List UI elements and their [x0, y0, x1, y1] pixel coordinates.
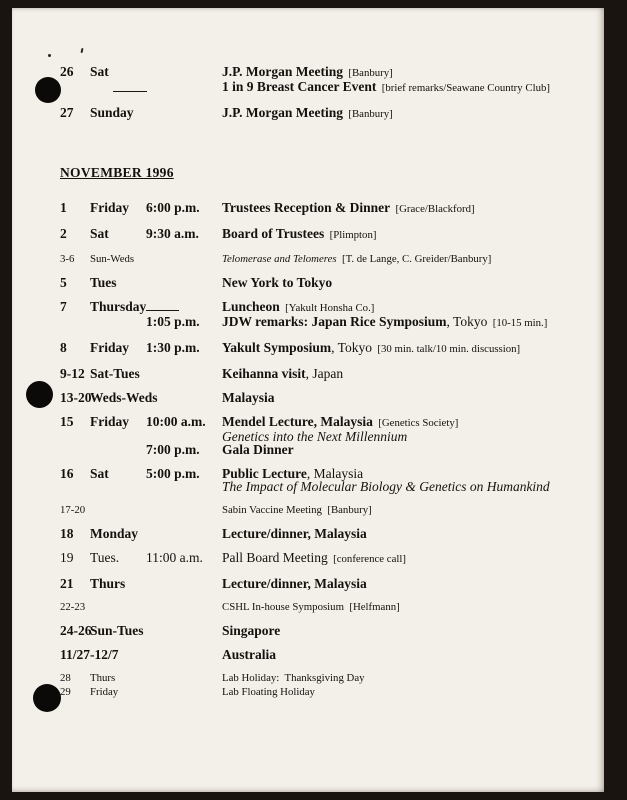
- time-cell: 1:30 p.m.: [146, 340, 200, 355]
- row-body: [146, 341, 598, 356]
- schedule-line: [146, 253, 598, 265]
- description-cell: [222, 80, 598, 95]
- day-label: Sun-Tues: [90, 623, 144, 638]
- day-label: Sat: [90, 226, 109, 241]
- schedule-row: [60, 648, 598, 661]
- fill-in-blank: [113, 80, 147, 92]
- date-cell: 7: [60, 299, 67, 314]
- schedule-row: [60, 300, 598, 330]
- description-text: JDW remarks: Japan Rice Symposium: [222, 314, 447, 329]
- description-text: Yakult Symposium: [222, 340, 332, 355]
- day-cell: [90, 341, 146, 356]
- day-cell: [90, 367, 146, 380]
- date-cell: 21: [60, 576, 74, 591]
- day-cell: [90, 624, 146, 637]
- description-cell: [222, 577, 598, 590]
- schedule-line: [146, 106, 598, 121]
- date-cell: 17-20: [60, 504, 86, 516]
- schedule-line: [146, 300, 598, 315]
- pen-mark: [48, 54, 51, 57]
- description-cell: [222, 253, 598, 265]
- description-text: [Yakult Honsha Co.]: [279, 302, 375, 314]
- schedule-row: [60, 253, 598, 265]
- day-cell: [90, 201, 146, 216]
- time-cell: [146, 504, 222, 516]
- hole-punch: [33, 684, 61, 712]
- description-text: , Japan: [305, 366, 344, 381]
- date-cell: 29: [60, 686, 71, 698]
- description-text: [Plimpton]: [324, 229, 377, 241]
- row-body: [146, 391, 598, 404]
- description-text: [Genetics Society]: [372, 417, 459, 429]
- row-body: [146, 527, 598, 540]
- day-cell: [90, 648, 146, 661]
- time-cell: [146, 648, 222, 661]
- day-cell: [90, 686, 146, 698]
- date-cell: 15: [60, 414, 74, 429]
- date-cell: 24-26: [60, 623, 92, 638]
- description-cell: [222, 648, 598, 661]
- description-text: [Grace/Blackford]: [390, 203, 475, 215]
- schedule-line: [146, 504, 598, 516]
- row-body: [146, 276, 598, 289]
- schedule-line: [146, 551, 598, 566]
- description-text: The Impact of Molecular Biology & Genetics on Humankind: [222, 479, 550, 494]
- description-cell: [222, 341, 598, 356]
- time-cell: 6:00 p.m.: [146, 200, 200, 215]
- schedule-row: [60, 624, 598, 637]
- date-cell: 19: [60, 550, 74, 565]
- description-text: Gala Dinner: [222, 442, 294, 457]
- day-label: Friday: [90, 414, 129, 429]
- row-body: [146, 415, 598, 456]
- schedule-row: [60, 341, 598, 356]
- schedule-line: [146, 201, 598, 216]
- description-text: Singapore: [222, 623, 281, 638]
- day-label: [90, 504, 146, 516]
- day-cell: [90, 601, 146, 613]
- description-text: Lecture/dinner, Malaysia: [222, 576, 367, 591]
- description-cell: [222, 415, 598, 430]
- row-body: [146, 504, 598, 516]
- description-cell: [222, 276, 598, 289]
- time-cell: [146, 391, 222, 404]
- row-body: [146, 648, 598, 661]
- description-text: Lecture/dinner, Malaysia: [222, 526, 367, 541]
- row-body: [146, 201, 598, 216]
- description-text: Lab Floating Holiday: [222, 686, 315, 698]
- schedule-line: [146, 601, 598, 613]
- description-cell: [222, 367, 598, 380]
- time-cell: [146, 527, 222, 540]
- time-cell: 10:00 a.m.: [146, 414, 206, 429]
- description-cell: [222, 480, 598, 493]
- schedule-row: [60, 504, 598, 516]
- schedule-line: [146, 648, 598, 661]
- time-cell: [146, 601, 222, 613]
- description-text: Mendel Lecture, Malaysia: [222, 414, 373, 429]
- description-text: Public Lecture: [222, 466, 307, 481]
- day-cell: [90, 65, 146, 95]
- day-label: Friday: [90, 340, 129, 355]
- description-cell: [222, 672, 598, 684]
- description-text: [brief remarks/Seawane Country Club]: [376, 82, 550, 94]
- row-body: [146, 624, 598, 637]
- description-text: New York to Tokyo: [222, 275, 333, 290]
- day-label: Thursday: [90, 299, 147, 314]
- schedule-row: [60, 601, 598, 613]
- schedule-row: [60, 227, 598, 242]
- date-cell: 28: [60, 672, 71, 684]
- description-cell: [222, 504, 598, 516]
- schedule-line: [146, 443, 598, 456]
- pen-mark: [80, 48, 83, 53]
- schedule-line: [146, 686, 598, 698]
- date-cell: 1: [60, 200, 67, 215]
- description-text: , Tokyo: [446, 314, 488, 329]
- description-text: [Banbury]: [342, 108, 393, 120]
- time-cell: 5:00 p.m.: [146, 466, 200, 481]
- day-cell: [90, 390, 158, 405]
- schedule-row: [60, 686, 598, 698]
- day-label: Tues: [90, 275, 117, 290]
- description-cell: [222, 443, 598, 456]
- document-page: [12, 8, 604, 792]
- row-body: [146, 300, 598, 330]
- time-cell: [146, 624, 222, 637]
- schedule-line: [146, 415, 598, 430]
- description-cell: [222, 106, 598, 121]
- schedule-line: [146, 624, 598, 637]
- day-cell: [90, 253, 146, 265]
- row-body: [146, 227, 598, 242]
- section-title: NOVEMBER 1996: [60, 165, 174, 180]
- schedule-line: [146, 367, 598, 380]
- day-label: Friday: [90, 200, 129, 215]
- day-label: Thurs: [90, 576, 126, 591]
- day-label: [90, 648, 146, 661]
- schedule-line: [146, 480, 598, 493]
- day-label: Monday: [90, 526, 139, 541]
- description-cell: [222, 527, 598, 540]
- schedule-line: [146, 65, 598, 80]
- schedule-row: [60, 65, 598, 95]
- description-text: Sabin Vaccine Meeting [Banbury]: [222, 504, 372, 516]
- schedule-row: [60, 527, 598, 540]
- description-text: [10-15 min.]: [487, 317, 548, 329]
- description-text: Pall Board Meeting: [222, 550, 328, 565]
- hole-punch: [26, 381, 53, 408]
- day-cell: [90, 276, 146, 289]
- description-text: , Malaysia: [306, 466, 364, 481]
- row-body: [146, 686, 598, 698]
- schedule-row: [60, 201, 598, 216]
- schedule-line: [146, 577, 598, 590]
- day-label: Tues.: [90, 550, 120, 565]
- row-body: [146, 367, 598, 380]
- description-cell: [222, 300, 598, 315]
- schedule-row: [60, 276, 598, 289]
- time-cell: [146, 577, 222, 590]
- description-text: Keihanna visit: [222, 366, 306, 381]
- date-cell: 27: [60, 105, 74, 120]
- date-cell: 2: [60, 226, 67, 241]
- schedule-line: [146, 672, 598, 684]
- row-body: [146, 65, 598, 95]
- description-text: , Tokyo: [331, 340, 372, 355]
- description-cell: [222, 391, 598, 404]
- day-label: Sat: [90, 64, 109, 79]
- time-cell: [146, 253, 222, 265]
- time-cell: [146, 106, 222, 121]
- description-cell: [222, 315, 598, 330]
- description-cell: [222, 201, 598, 216]
- date-cell: 3-6: [60, 253, 75, 265]
- description-cell: [222, 551, 598, 566]
- description-cell: [222, 624, 598, 637]
- description-text: Telomerase and Telomeres: [222, 253, 337, 265]
- day-cell: [90, 672, 146, 684]
- fill-in-blank: [146, 300, 179, 311]
- description-text: Trustees Reception & Dinner: [222, 200, 391, 215]
- description-text: J.P. Morgan Meeting: [222, 64, 343, 79]
- date-cell: 26: [60, 64, 74, 79]
- description-text: Australia: [222, 647, 276, 662]
- day-label: Sun-Weds: [90, 253, 135, 265]
- schedule-line: [146, 430, 598, 443]
- schedule-line: [146, 276, 598, 289]
- time-cell: [146, 672, 222, 684]
- day-cell: [90, 227, 146, 242]
- schedule-row: [60, 367, 598, 380]
- row-body: [146, 601, 598, 613]
- schedule-row: [60, 106, 598, 121]
- schedule-row: [60, 467, 598, 493]
- schedule-row: [60, 551, 598, 566]
- day-label: Thurs: [90, 672, 116, 684]
- date-cell: 22-23: [60, 601, 86, 613]
- date-cell: 18: [60, 526, 74, 541]
- date-cell: 9-12: [60, 366, 85, 381]
- row-body: [146, 467, 598, 493]
- date-cell: 5: [60, 275, 67, 290]
- description-text: [30 min. talk/10 min. discussion]: [371, 343, 521, 355]
- row-body: [146, 551, 598, 566]
- description-text: Malaysia: [222, 390, 275, 405]
- date-cell: 11/27-12/7: [60, 647, 119, 662]
- schedule-line: [146, 391, 598, 404]
- row-body: [146, 106, 598, 121]
- schedule-row: [60, 391, 598, 404]
- schedule-line: [146, 527, 598, 540]
- time-cell: [146, 80, 222, 95]
- description-text: Board of Trustees: [222, 226, 325, 241]
- description-text: 1 in 9 Breast Cancer Event: [222, 79, 377, 94]
- day-cell: [90, 577, 146, 590]
- description-text: Lab Holiday: Thanksgiving Day: [222, 672, 365, 684]
- day-label: Sat-Tues: [90, 366, 140, 381]
- schedule-line: [146, 315, 598, 330]
- description-text: [T. de Lange, C. Greider/Banbury]: [336, 253, 492, 265]
- day-cell: [90, 504, 146, 516]
- schedule-content: [12, 65, 598, 709]
- schedule-row: [60, 415, 598, 456]
- time-cell: 11:00 a.m.: [146, 550, 203, 565]
- description-cell: [222, 227, 598, 242]
- row-body: [146, 577, 598, 590]
- row-body: [146, 253, 598, 265]
- date-cell: 8: [60, 340, 67, 355]
- schedule-line: [146, 80, 598, 95]
- time-cell: [146, 686, 222, 698]
- day-cell: [90, 527, 146, 540]
- day-label: Sunday: [90, 105, 134, 120]
- schedule-row: [60, 672, 598, 684]
- time-cell: 7:00 p.m.: [146, 442, 200, 457]
- time-cell: [146, 300, 222, 315]
- hole-punch: [35, 77, 61, 103]
- description-text: CSHL In-house Symposium [Helfmann]: [222, 601, 400, 613]
- day-label: Sat: [90, 466, 109, 481]
- time-cell: 1:05 p.m.: [146, 314, 200, 329]
- schedule-line: [146, 227, 598, 242]
- time-cell: [146, 65, 222, 80]
- time-cell: [146, 276, 222, 289]
- description-cell: [222, 601, 598, 613]
- day-label: [90, 601, 146, 613]
- day-label: Weds-Weds: [90, 390, 158, 405]
- time-cell: [146, 480, 222, 493]
- time-cell: [146, 367, 222, 380]
- description-text: [conference call]: [327, 553, 406, 565]
- row-body: [146, 672, 598, 684]
- date-cell: 13-20: [60, 390, 92, 405]
- description-cell: [222, 686, 598, 698]
- time-cell: 9:30 a.m.: [146, 226, 199, 241]
- description-text: Genetics into the Next Millennium: [222, 429, 408, 444]
- schedule-row: [60, 577, 598, 590]
- description-text: [Banbury]: [342, 67, 393, 79]
- day-cell: [90, 467, 146, 493]
- day-cell: [90, 300, 146, 330]
- day-label: Friday: [90, 686, 119, 698]
- day-cell: [90, 415, 146, 456]
- description-text: Luncheon: [222, 299, 280, 314]
- description-text: J.P. Morgan Meeting: [222, 105, 343, 120]
- date-cell: 16: [60, 466, 74, 481]
- schedule-line: [146, 341, 598, 356]
- day-cell: [90, 106, 146, 121]
- day-cell: [90, 551, 146, 566]
- description-cell: [222, 65, 598, 80]
